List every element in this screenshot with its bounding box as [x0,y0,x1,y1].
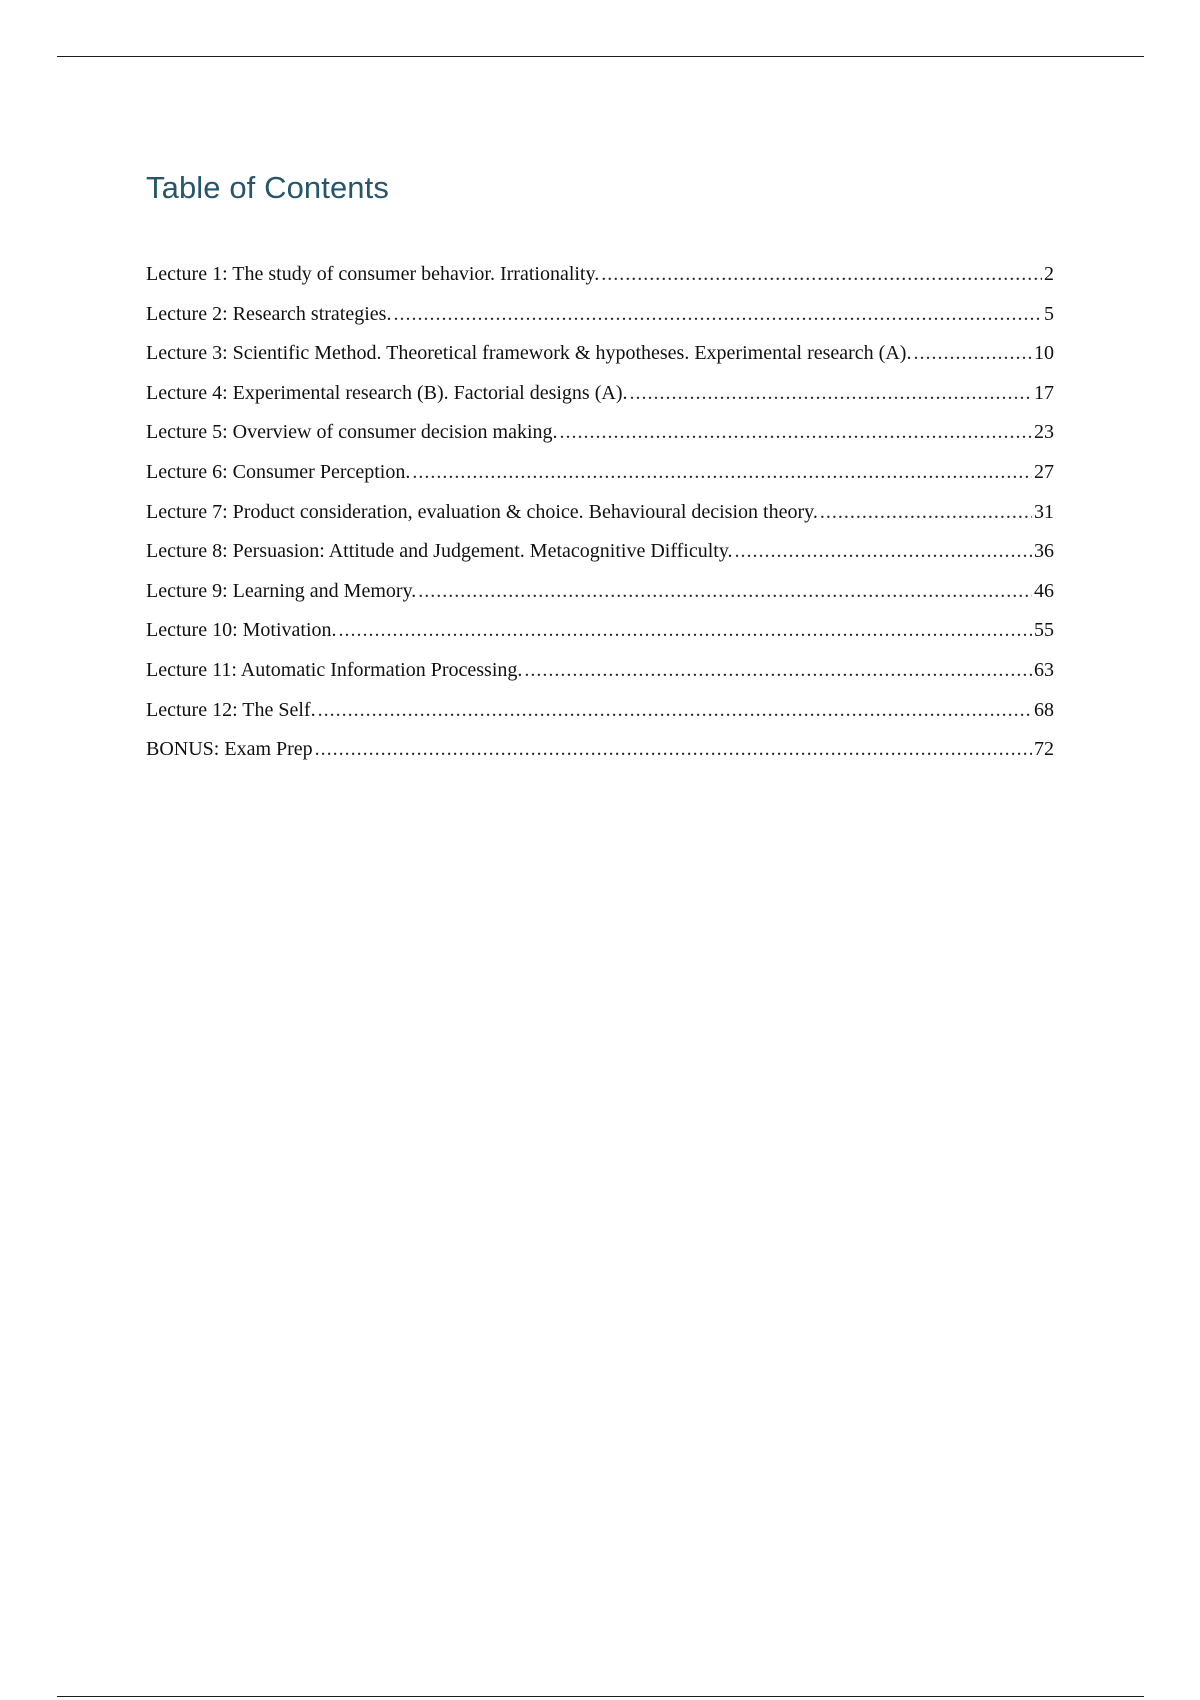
toc-page-number: 31 [1034,500,1054,523]
toc-entry-lecture-5[interactable] [146,416,1054,456]
toc-entry-title: BONUS: Exam Prep [146,738,313,761]
dot-leader [560,416,1032,448]
dot-leader [393,298,1042,330]
dot-leader [820,496,1032,528]
dot-leader [318,694,1032,726]
toc-page-number: 46 [1034,579,1054,602]
toc-entry-lecture-4[interactable] [146,377,1054,417]
toc-entry-title: Lecture 11: Automatic Information Processing. [146,658,523,681]
toc-heading: Table of Contents [146,170,389,205]
toc-page-number: 2 [1044,263,1054,285]
toc-entry-title: Lecture 3: Scientific Method. Theoretical framework & hypotheses. Experimental research (A). [146,342,912,365]
toc-page-number: 23 [1034,421,1054,444]
toc-entry-title: Lecture 12: The Self. [146,698,316,721]
toc-page-number: 68 [1034,698,1054,721]
toc-entry-title: Lecture 9: Learning and Memory. [146,579,417,602]
toc-entry-title: Lecture 8: Persuasion: Attitude and Judgement. Metacognitive Difficulty. [146,540,733,563]
dot-leader [315,733,1032,765]
toc-entry-title: Lecture 1: The study of consumer behavior. Irrationality. [146,263,600,285]
toc-entry-title: Lecture 6: Consumer Perception. [146,460,411,483]
toc-page-number: 55 [1034,619,1054,642]
toc-entry-lecture-8[interactable] [146,535,1054,575]
toc-entry-lecture-11[interactable] [146,654,1054,694]
toc-entry-lecture-7[interactable] [146,496,1054,536]
toc-entry-title: Lecture 7: Product consideration, evaluation & choice. Behavioural decision theory. [146,500,818,523]
footer-rule [57,1696,1144,1697]
toc-list [146,258,1054,773]
dot-leader [735,535,1032,567]
dot-leader [524,654,1032,686]
toc-entry-lecture-9[interactable] [146,575,1054,615]
header-rule [57,56,1144,57]
toc-entry-title: Lecture 4: Experimental research (B). Factorial designs (A). [146,381,628,404]
toc-entry-title: Lecture 5: Overview of consumer decision making. [146,421,558,444]
toc-page-number: 10 [1034,342,1054,365]
toc-page-number: 63 [1034,658,1054,681]
dot-leader [601,258,1042,290]
dot-leader [412,456,1032,488]
dot-leader [913,337,1032,369]
toc-entry-lecture-6[interactable] [146,456,1054,496]
toc-entry-title: Lecture 10: Motivation. [146,619,337,642]
toc-entry-lecture-3[interactable] [146,337,1054,377]
toc-entry-lecture-12[interactable] [146,694,1054,734]
toc-page-number: 27 [1034,460,1054,483]
toc-entry-lecture-2[interactable] [146,298,1054,338]
toc-entry-lecture-10[interactable] [146,614,1054,654]
toc-entry-bonus[interactable] [146,733,1054,773]
toc-page-number: 17 [1034,381,1054,404]
toc-entry-title: Lecture 2: Research strategies. [146,302,392,325]
toc-page-number: 5 [1044,302,1054,325]
toc-entry-lecture-1[interactable] [146,258,1054,298]
dot-leader [629,377,1032,409]
dot-leader [418,575,1032,607]
dot-leader [339,614,1032,646]
toc-page-number: 72 [1034,738,1054,761]
toc-page-number: 36 [1034,540,1054,563]
